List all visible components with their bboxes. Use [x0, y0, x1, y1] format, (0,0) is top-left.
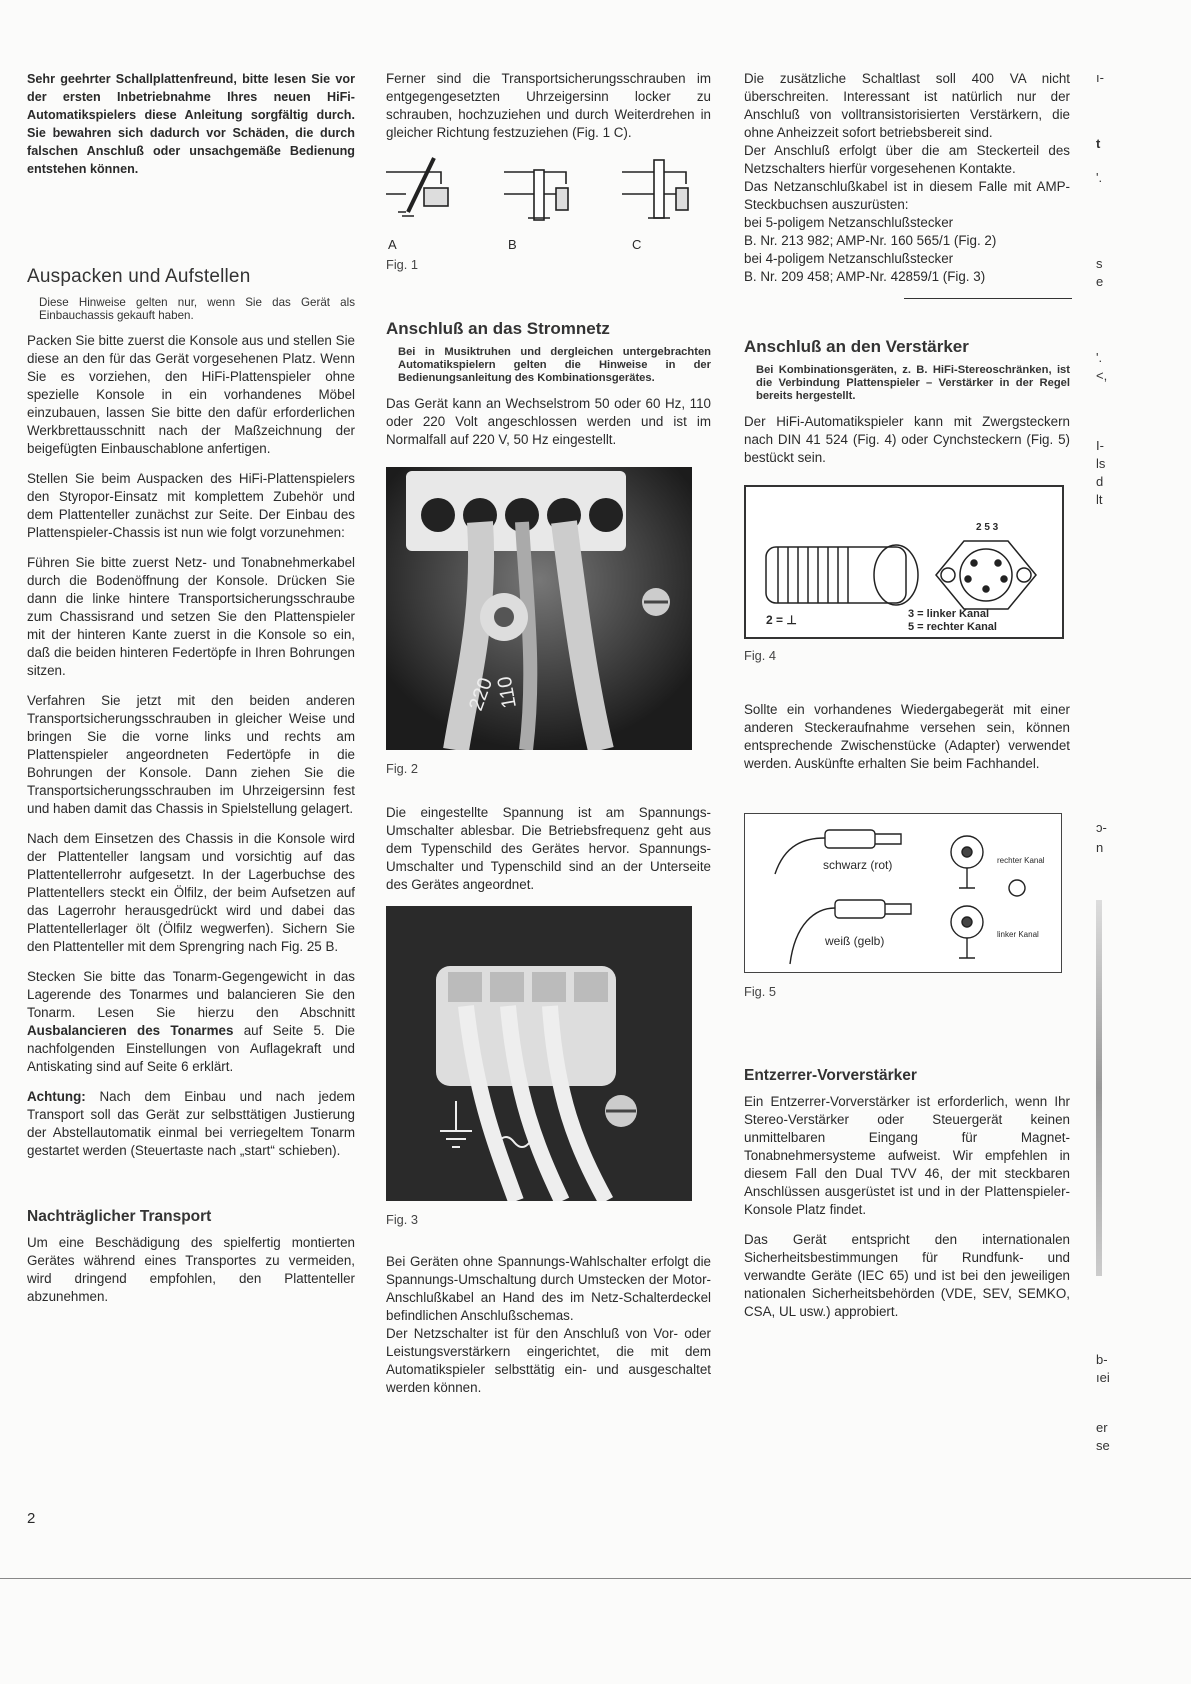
heading-auspacken: Auspacken und Aufstellen [27, 266, 251, 287]
paragraph: Verfahren Sie jetzt mit den beiden anderen Transportsicherungsschrauben in gleicher Weise und bringen Sie die vorne links und rechts am Plattenspieler angeordneten Federtöpfe in die Bohrungen der Konsole. Dann ziehen Sie die Transportsicherungsschrauben im Uhrzeigersinn fest und haben damit das Chassis in Spielstellung gelagert. [27, 693, 355, 816]
margin-fragment: e [1096, 274, 1104, 289]
margin-fragment: b- [1096, 1352, 1108, 1367]
voltage-110-label: 110 [493, 674, 521, 710]
margin-fragment: n [1096, 840, 1104, 855]
fig2-photo [386, 467, 692, 750]
paragraph: bei 5-poligem Netzanschlußstecker [744, 215, 954, 230]
fig5-left-channel: linker Kanal [997, 930, 1039, 939]
margin-fragment: ɔ- [1096, 820, 1107, 835]
paragraph: Stellen Sie beim Auspacken des HiFi-Plattenspielers den Styropor-Einsatz mit komplettem Zubehör und dem Plattenteller zunächst zur Seite. Der Einbau des Plattenspieler-Chassis ist nun wie folgt vorzunehmen: [27, 471, 355, 540]
scan-edge [1096, 900, 1102, 1276]
margin-fragment: er [1096, 1420, 1108, 1435]
heading-stromnetz: Anschluß an das Stromnetz [386, 319, 610, 338]
fig3-caption: Fig. 3 [386, 1212, 419, 1227]
warning-label: Achtung: [27, 1089, 86, 1104]
paragraph: Der Netzschalter ist für den Anschluß von Vor- oder Leistungsverstärkern eingerichtet, die mit dem Automatikspieler selbsttätig ein- und ausgeschaltet werden können. [386, 1326, 711, 1395]
paragraph: Ein Entzerrer-Vorverstärker ist erforderlich, wenn Ihr Stereo-Verstärker oder Steuergerät keinen unmittelbaren Eingang für Magnet-Tonabnehmersysteme aufweist. Wir empfehlen in diesem Fall den Dual TVV 46, der mit steckbaren Anschlüssen ausgerüstet ist und in der Plattenspieler-Konsole Platz findet. [744, 1094, 1070, 1217]
note-auspacken: Diese Hinweise gelten nur, wenn Sie das Gerät als Einbauchassis gekauft haben. [39, 296, 355, 322]
fig4-ground: 2 = ⊥ [766, 613, 797, 627]
fig1-label-a: A [388, 237, 397, 252]
column-2 [386, 70, 711, 1409]
text: Stecken Sie bitte das Tonarm-Gegengewicht in das Lagerende des Tonarmes und balancieren Sie den Tonarm. Lesen Sie hierzu den Abschnitt [27, 969, 355, 1020]
intro-text: Sehr geehrter Schallplattenfreund, bitte lesen Sie vor der ersten Inbetriebnahme Ihres neuen HiFi-Automatikspielers diese Anleitung sorgfältig durch. Sie bewahren sich dadurch vor Schäden, die durch falschen Anschluß oder unsachgemäße Bedienung entstehen können. [27, 72, 355, 176]
page-bottom-rule [0, 1578, 1191, 1579]
text: Nach dem Einbau und nach jedem Transport soll das Gerät zur selbsttätigen Justierung der Abstellautomatik einmal bei verriegeltem Tonarm gestartet werden (Steuertaste nach „start“ schieben). [27, 1089, 355, 1158]
fig1-labels [386, 236, 711, 252]
note-stromnetz: Bei in Musiktruhen und dergleichen untergebrachten Automatikspielern gelten die Hinweise in der Bedienungsanleitung des Kombinationsgerätes. [398, 346, 711, 384]
margin-fragment: ls [1096, 456, 1106, 471]
fig1-label-b: B [508, 237, 517, 252]
fig1-screw-diagram [386, 154, 706, 234]
paragraph: Das Gerät entspricht den internationalen Sicherheitsbestimmungen für Rundfunk- und verwandte Geräte (IEC 65) und ist bei den jeweiligen nationalen Sicherheitsbehörden (VDE, SEV, SEMKO, CSA, UL usw.) approbiert. [744, 1232, 1070, 1319]
paragraph: B. Nr. 209 458; AMP-Nr. 42859/1 (Fig. 3) [744, 269, 986, 284]
column-3 [744, 70, 1070, 1333]
paragraph [27, 1088, 355, 1160]
paragraph: Die zusätzliche Schaltlast soll 400 VA nicht überschreiten. Interessant ist natürlich nur der Anschluß von volltransistorisierten Verstärkern, die ohne Anheizzeit sofort betriebsbereit sind. [744, 71, 1070, 140]
margin-fragment: d [1096, 474, 1104, 489]
margin-fragment: I- [1096, 438, 1104, 453]
fig4-right-channel: 5 = rechter Kanal [908, 621, 997, 633]
heading-entzerrer: Entzerrer-Vorverstärker [744, 1067, 917, 1084]
paragraph: Führen Sie bitte zuerst Netz- und Tonabnehmerkabel durch die Bodenöffnung der Konsole. Drücken Sie dann die linke hintere Transportsicherungsschraube zum Chassisrand und setzen Sie den Plattenspieler mit der hinteren Kante zuerst in die Konsole so ein, daß die beiden hinteren Federtöpfe in Ihren Bohrungen sitzen. [27, 555, 355, 678]
page-number: 2 [27, 1510, 36, 1527]
paragraph: Ferner sind die Transportsicherungsschrauben im entgegengesetzten Uhrzeigersinn locker zu schrauben, hochzuziehen und durch Weiterdrehen in gleicher Richtung festzuziehen (Fig. 1 C). [386, 71, 711, 140]
fig3-photo [386, 906, 692, 1201]
fig5-black-cable: schwarz (rot) [823, 858, 893, 872]
fig2-illustration [386, 467, 692, 750]
margin-fragment: ıei [1096, 1370, 1110, 1385]
note-verstaerker: Bei Kombinationsgeräten, z. B. HiFi-Stereoschränken, ist die Verbindung Plattenspieler – Verstärker in der Regel bereits hergestellt. [756, 364, 1070, 402]
fig1-caption: Fig. 1 [386, 257, 419, 272]
paragraph: Sollte ein vorhandenes Wiedergabegerät mit einer anderen Steckeraufnahme versehen sein, können entsprechende Zwischenstücke (Adapter) verwendet werden. Auskünfte erhalten Sie beim Fachhandel. [744, 702, 1070, 771]
paragraph: Bei Geräten ohne Spannungs-Wahlschalter erfolgt die Spannungs-Umschaltung durch Umstecken der Motor-Anschlußkabel an Hand des im Netz-Schalterdeckel befindlichen Anschlußschemas. [386, 1254, 711, 1323]
fig4-caption: Fig. 4 [744, 648, 777, 663]
margin-fragment: '. [1096, 350, 1103, 365]
paragraph: Der Anschluß erfolgt über die am Steckerteil des Netzschalters hierfür vorgesehenen Kontakte. [744, 143, 1070, 176]
text: auf Seite 5. Die nachfolgenden Einstellungen von Auflagekraft und Antiskating sind auf Seite 6 erklärt. [27, 1023, 355, 1074]
fig5-box [744, 813, 1062, 973]
margin-fragment: lt [1096, 492, 1103, 507]
fig2-caption: Fig. 2 [386, 761, 419, 776]
paragraph: Die eingestellte Spannung ist am Spannungs-Umschalter ablesbar. Die Betriebsfrequenz geht aus dem Typenschild des Gerätes hervor. Spannungs-Umschalter und Typenschild sind an der Unterseite des Gerätes angeordnet. [386, 805, 711, 892]
paragraph: Das Netzanschlußkabel ist in diesem Falle mit AMP-Steckbuchsen auszurüsten: [744, 179, 1070, 212]
margin-fragment: <, [1096, 368, 1108, 383]
fig4-left-channel: 3 = linker Kanal [908, 608, 990, 620]
paragraph [27, 968, 355, 1076]
fig4-pins: 2 5 3 [976, 522, 999, 533]
margin-fragment: s [1096, 256, 1103, 271]
paragraph: Der HiFi-Automatikspieler kann mit Zwergsteckern nach DIN 41 524 (Fig. 4) oder Cynchsteckern (Fig. 5) bestückt sein. [744, 414, 1070, 465]
fig5-right-channel: rechter Kanal [997, 856, 1045, 865]
fig4-box [744, 485, 1064, 639]
paragraph: bei 4-poligem Netzanschlußstecker [744, 251, 954, 266]
fig5-caption: Fig. 5 [744, 984, 777, 999]
fig5-cinch-plugs [745, 814, 1061, 972]
heading-verstaerker: Anschluß an den Verstärker [744, 337, 969, 356]
fig3-illustration [386, 906, 692, 1201]
divider [904, 298, 1072, 299]
paragraph: Packen Sie bitte zuerst die Konsole aus und stellen Sie diese an den für das Gerät vorgesehenen Platz. Wenn Sie es vorziehen, den HiFi-Plattenspieler ohne spezielle Konsole in ein vorhandenes Möbel einzubauen, lassen Sie bitte den dafür erforderlichen Werkbrettausschnitt nach der Maßzeichnung der beigefügten Einbauschablone anfertigen. [27, 333, 355, 456]
fig1-label-c: C [632, 237, 642, 252]
column-1 [27, 70, 355, 1318]
paragraph: Das Gerät kann an Wechselstrom 50 oder 60 Hz, 110 oder 220 Volt angeschlossen werden und ist im Normalfall auf 220 V, 50 Hz eingestellt. [386, 396, 711, 447]
heading-transport: Nachträglicher Transport [27, 1208, 212, 1225]
margin-fragment: t [1096, 136, 1101, 151]
margin-fragment: ı- [1096, 70, 1104, 85]
margin-fragment: '. [1096, 170, 1103, 185]
fig5-white-cable: weiß (gelb) [825, 934, 885, 948]
margin-fragment: se [1096, 1438, 1110, 1453]
paragraph: Um eine Beschädigung des spielfertig montierten Gerätes während eines Transportes zu vermeiden, wird dringend empfohlen, den Plattenteller abzunehmen. [27, 1235, 355, 1304]
paragraph: B. Nr. 213 982; AMP-Nr. 160 565/1 (Fig. 2) [744, 233, 997, 248]
voltage-220-label: 220 [465, 674, 498, 714]
paragraph: Nach dem Einsetzen des Chassis in die Konsole wird der Plattenteller langsam und vorsichtig auf das Plattentellerrohr aufgesetzt. In der Lagerbuchse des Plattentellers steckt ein Ölfilz, der beim Aufsetzen auf das Lagerrohr herausgedrückt wird und dabei das Plattentellerlager ölt (Ölfilz wegwerfen). Sichern Sie den Plattenteller mit dem Sprengring nach Fig. 25 B. [27, 831, 355, 954]
emphasis: Ausbalancieren des Tonarmes [27, 1023, 234, 1038]
